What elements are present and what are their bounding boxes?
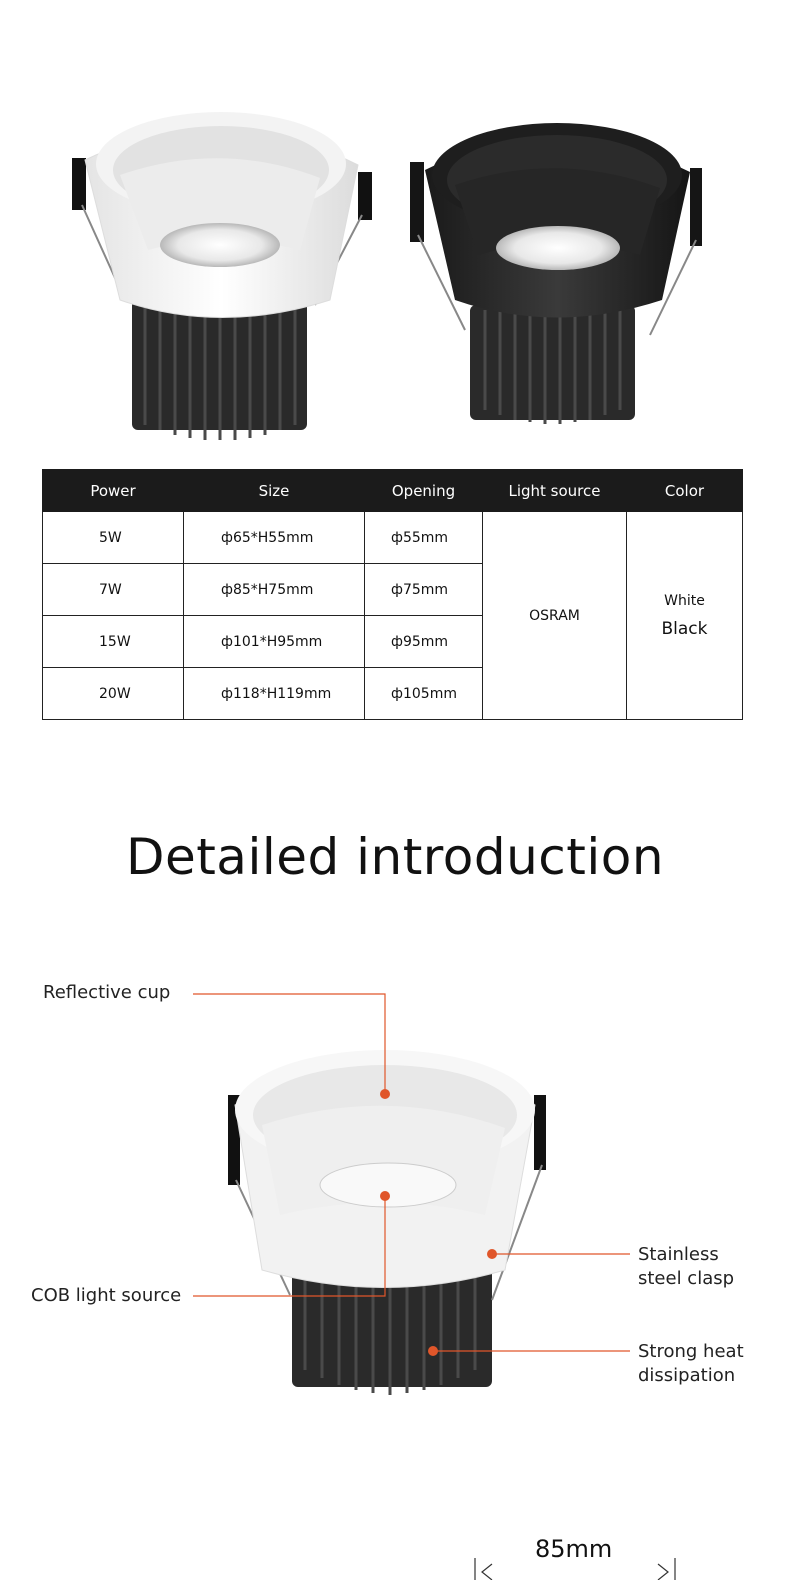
cell-light-source: OSRAM (483, 512, 627, 720)
cell-opening: ф55mm (365, 512, 483, 564)
cell-size: ф65*H55mm (184, 512, 365, 564)
dimension-label: 85mm (535, 1535, 613, 1563)
table-row (43, 512, 743, 564)
callout-steel-clasp (638, 1243, 734, 1291)
header-opening: Opening (365, 470, 483, 512)
callout-heat-dissipation (638, 1340, 744, 1388)
cell-color (627, 512, 743, 720)
cell-size: ф85*H75mm (184, 564, 365, 616)
cell-power: 5W (43, 512, 184, 564)
detail-downlight-image (228, 1050, 546, 1395)
white-downlight-image (72, 112, 372, 440)
header-power: Power (43, 470, 184, 512)
callout-steel-clasp-line2: steel clasp (638, 1268, 735, 1289)
header-size: Size (184, 470, 365, 512)
black-downlight-image (410, 123, 702, 424)
cell-power: 20W (43, 668, 184, 720)
callout-heat-line1: Strong heat (638, 1341, 744, 1362)
cell-opening: ф75mm (365, 564, 483, 616)
color-black: Black (661, 618, 708, 639)
callout-heat-line2: dissipation (638, 1365, 736, 1386)
spec-table (42, 469, 743, 720)
dimension-marker (0, 1550, 790, 1580)
cell-opening: ф105mm (365, 668, 483, 720)
cell-power: 7W (43, 564, 184, 616)
table-header-row (43, 470, 743, 512)
cell-opening: ф95mm (365, 616, 483, 668)
product-images (0, 0, 790, 460)
section-title: Detailed introduction (125, 828, 665, 886)
header-light-source: Light source (483, 470, 627, 512)
header-color: Color (627, 470, 743, 512)
callout-reflective-cup: Reflective cup (43, 982, 171, 1003)
cell-size: ф101*H95mm (184, 616, 365, 668)
color-white: White (664, 592, 705, 609)
cell-power: 15W (43, 616, 184, 668)
callout-steel-clasp-line1: Stainless (638, 1244, 719, 1265)
cell-size: ф118*H119mm (184, 668, 365, 720)
callout-cob-light-source: COB light source (31, 1285, 182, 1306)
